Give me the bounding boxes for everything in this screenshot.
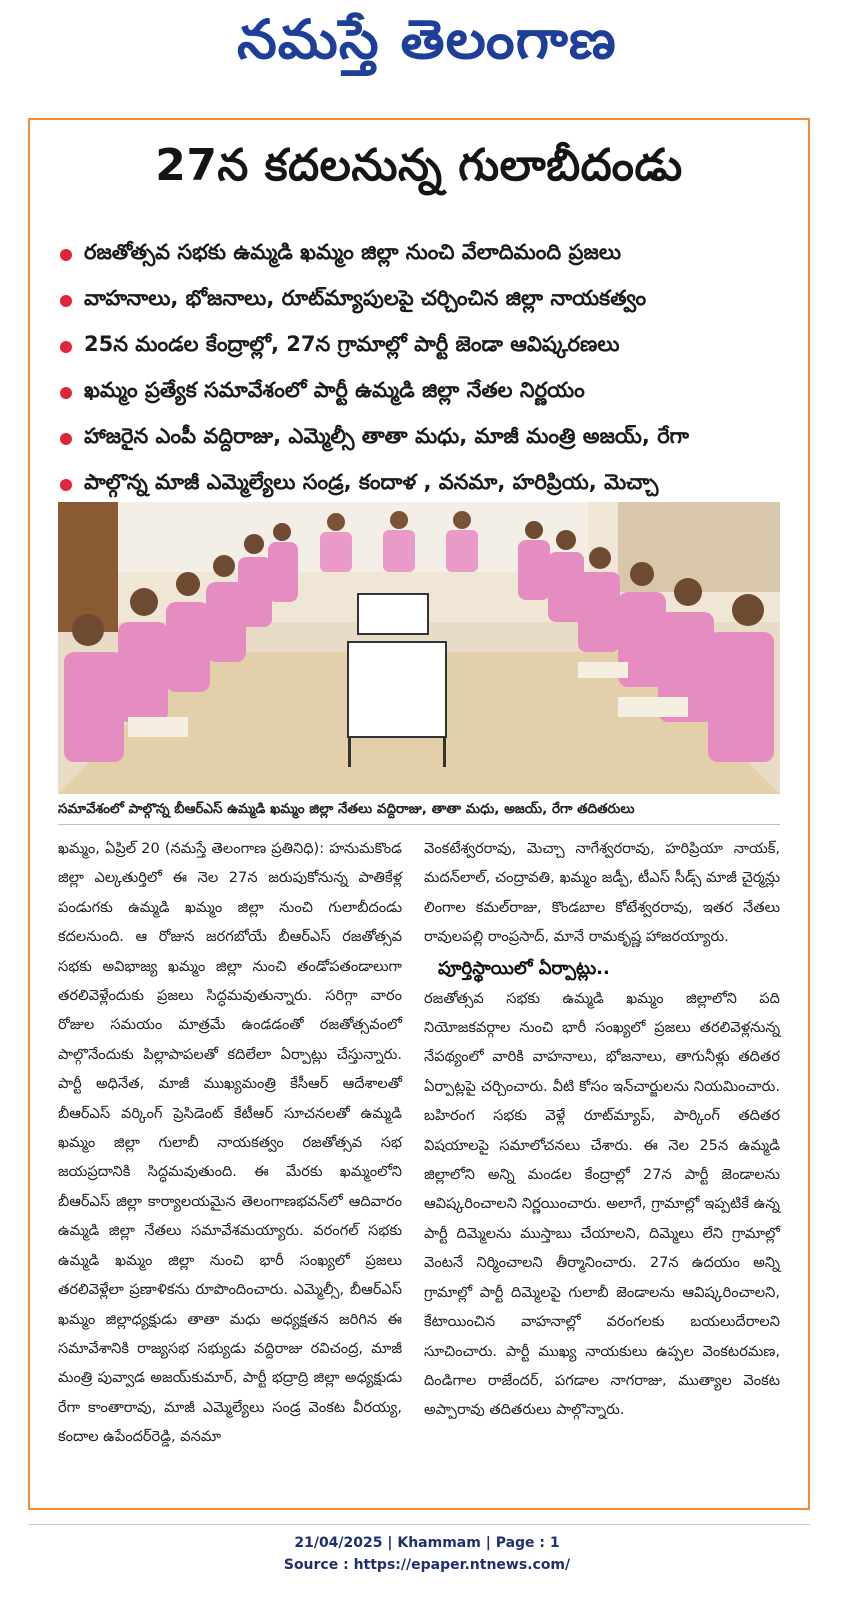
bullet-dot-icon [60,341,72,353]
article-body-left-column [58,834,402,1452]
highlight-item: రజతోత్సవ సభకు ఉమ్మడి ఖమ్మం జిల్లా నుంచి వేలాదిమంది ప్రజలు [58,232,798,278]
bullet-dot-icon [60,387,72,399]
section-subhead: పూర్తిస్థాయిలో ఏర్పాట్లు.. [438,957,610,979]
highlight-item: 25న మండల కేంద్రాల్లో, 27న గ్రామాల్లో పార్టీ జెండా ఆవిష్కరణలు [58,324,798,370]
highlight-item: ఖమ్మం ప్రత్యేక సమావేశంలో పార్టీ ఉమ్మడి జిల్లా నేతల నిర్ణయం [58,370,798,416]
body-paragraph: వెంకటేశ్వరరావు, మెచ్చా నాగేశ్వరరావు, హరిప్రియా నాయక్‌, మదన్‌లాల్‌, చంద్రావతి, ఖమ్మం జడ్పీ, టీఎస్‌ సీడ్స్‌ మాజీ చైర్మన్లు లింగాల కమల్‌రాజు, కొండబాల కోటేశ్వరరావు, ఇతర నేతలు రావులపల్లి రాంప్రసాద్‌, మానే రామకృష్ణ హాజరయ్యారు. [424,840,780,946]
highlight-item: పాల్గొన్న మాజీ ఎమ్మెల్యేలు సండ్ర, కందాళ , వనమా, హరిప్రియ, మెచ్చా [58,462,798,508]
bullet-dot-icon [60,433,72,445]
body-paragraph: ఖమ్మం, ఏప్రిల్‌ 20 (నమస్తే తెలంగాణ ప్రతినిధి): హనుమకొండ జిల్లా ఎల్కతుర్తిలో ఈ నెల 27న జరుపుకోనున్న పాతికేళ్ల పండుగకు ఉమ్మడి ఖమ్మం జిల్లా నుంచి గులాబీదండు కదలనుంది. ఆ రోజున జరగబోయే బీఆర్‌ఎస్‌ రజతోత్సవ సభకు అవిభాజ్య ఖమ్మం జిల్లా నుంచి తండోపతండాలుగా తరలివెళ్లేందుకు ప్రజలు సిద్ధమవుతున్నారు. సరిగ్గా వారం రోజుల సమయం మాత్రమే ఉండడంతో రజతోత్సవంలో పాల్గొనేందుకు పిల్లాపాపలతో కదిలేలా ఏర్పాట్లు చేస్తున్నారు. పార్టీ అధినేత, మాజీ ముఖ్యమంత్రి కేసీఆర్‌ ఆదేశాలతో బీఆర్‌ఎస్‌ వర్కింగ్‌ ప్రెసిడెంట్‌ కేటీఆర్‌ సూచనలతో ఉమ్మడి ఖమ్మం జిల్లా గులాబీ నాయకత్వం రజతోత్సవ సభ జయప్రదానికి సిద్ధమవుతుంది. ఈ మేరకు ఖమ్మంలోని బీఆర్‌ఎస్‌ జిల్లా కార్యాలయమైన తెలంగాణభవన్‌లో ఆదివారం ఉమ్మడి జిల్లా నేతలు సమావేశమయ్యారు. వరంగల్‌ సభకు ఉమ్మడి ఖమ్మం జిల్లా నుంచి భారీ సంఖ్యలో ప్రజలు తరలివెళ్లేలా ప్రణాళికను రూపొందించారు. ఎమ్మెల్సీ, బీఆర్‌ఎస్‌ ఖమ్మం జిల్లాధ్యక్షుడు తాతా మధు అధ్యక్షతన జరిగిన ఈ సమావేశానికి రాజ్యసభ సభ్యుడు వద్దిరాజు రవిచంద్ర, మాజీ మంత్రి పువ్వాడ అజయ్‌కుమార్‌, పార్టీ భద్రాద్రి జిల్లా అధ్యక్షుడు రేగా కాంతారావు, మాజీ ఎమ్మెల్యేలు సండ్ర వెంకట వీరయ్య, కందాల ఉపేందర్‌రెడ్డి, వనమా [58,840,402,1446]
highlights-list [58,232,798,508]
highlight-item: హాజరైన ఎంపీ వద్దిరాజు, ఎమ్మెల్సీ తాతా మధు, మాజీ మంత్రి అజయ్, రేగా [58,416,798,462]
photo-caption: సమావేశంలో పాల్గొన్న బీఆర్‌ఎస్‌ ఉమ్మడి ఖమ్మం జిల్లా నేతలు వద్దిరాజు, తాతా మధు, అజయ్‌, రేగా తదితరులు [58,796,780,825]
article-body-right-column [424,834,780,1425]
article-headline: 27న కదలనున్న గులాబీదండు [155,140,683,191]
bullet-dot-icon [60,295,72,307]
footer-source: Source : https://epaper.ntnews.com/ [283,1557,571,1573]
meeting-photo-illustration [58,502,780,794]
masthead [0,0,854,92]
highlight-item: వాహనాలు, భోజనాలు, రూట్‌మ్యాపులపై చర్చించిన జిల్లా నాయకత్వం [58,278,798,324]
masthead-title: నమస్తే తెలంగాణ [237,7,617,71]
footer-divider [28,1524,810,1525]
meeting-photo [58,502,780,794]
footer-date-edition: 21/04/2025 | Khammam | Page : 1 [294,1535,560,1551]
bullet-dot-icon [60,249,72,261]
page-footer [0,1532,854,1576]
news-article [28,118,810,1510]
bullet-dot-icon [60,479,72,491]
body-paragraph: రజతోత్సవ సభకు ఉమ్మడి ఖమ్మం జిల్లాలోని పది నియోజకవర్గాల నుంచి భారీ సంఖ్యలో ప్రజలు తరలివెళ్లనున్న నేపథ్యంలో వారికి వాహనాలు, భోజనాలు, తాగునీళ్లు తదితర ఏర్పాట్లపై చర్చించారు. వీటి కోసం ఇన్‌చార్జులను నియమించారు. బహిరంగ సభకు వెళ్లే రూట్‌మ్యాప్‌, పార్కింగ్‌ తదితర విషయాలపై సమాలోచనలు చేశారు. ఈ నెల 25న ఉమ్మడి జిల్లాలోని అన్ని మండల కేంద్రాల్లో 27న పార్టీ జెండాలను ఆవిష్కరించాలని నిర్ణయించారు. అలాగే, గ్రామాల్లో ఇప్పటికే ఉన్న పార్టీ దిమ్మెలను ముస్తాబు చేయాలని, దిమ్మెలు లేని గ్రామాల్లో వెంటనే నిర్మించాలని తీర్మానించారు. 27న ఉదయం అన్ని గ్రామాల్లో పార్టీ దిమ్మెలపై గులాబీ జెండాలను ఆవిష్కరించాలని, కేటాయించిన వాహనాల్లో వరంగలకు బయలుదేరాలని సూచించారు. పార్టీ ముఖ్య నాయకులు ఉప్పల వెంకటరమణ, దిండిగాల రాజేందర్‌, పగడాల నాగరాజు, ముత్యాల వెంకట అప్పారావు తదితరులు పాల్గొన్నారు. [424,989,780,1419]
